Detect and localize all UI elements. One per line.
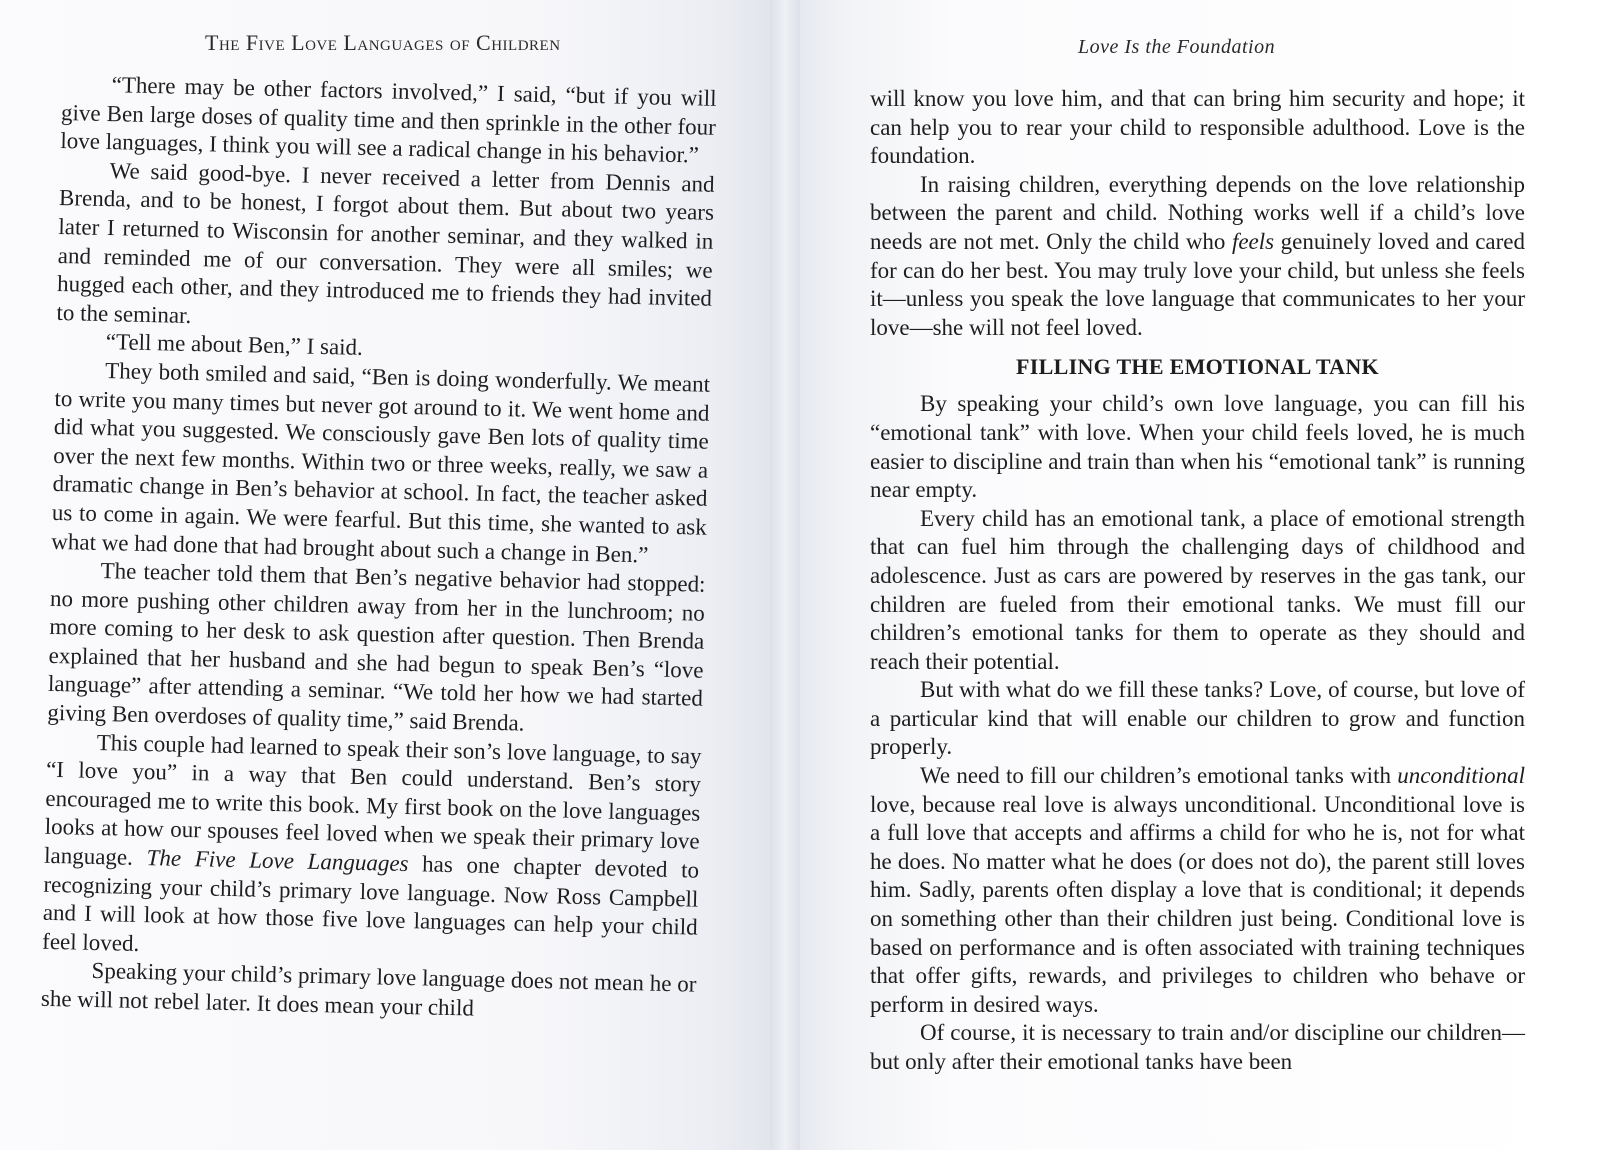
right-running-head: Love Is the Foundation: [1078, 36, 1276, 58]
paragraph: “Tell me about Ben,” I said.: [105, 329, 364, 361]
text-run: This couple had learned to speak their son’s love language, to say “I love you” in a way that Ben could understand. Ben’s story encouraged me to write this book. My first book on the love languages looks at how our spouses feel loved when we speak their primary love language.: [43, 729, 702, 871]
left-running-head: The Five Love Languages of Children: [205, 30, 561, 55]
left-text-block: [41, 70, 717, 1028]
paragraph: [42, 727, 702, 971]
paragraph: Every child has an emotional tank, a place of emotional strength that can fuel him through the challenging days of childhood and adolescence. Just as cars are powered by reserves in the gas tank, our children are fueled from their emotional tanks. We must fill our children’s emotional tanks for them to operate as they should and reach their potential.: [870, 505, 1525, 674]
book-gutter: [770, 0, 800, 1150]
emphasis: feels: [1231, 228, 1275, 254]
left-page: [0, 0, 770, 1150]
emphasis: unconditional: [1397, 763, 1525, 789]
paragraph: will know you love him, and that can bring him security and hope; it can help you to rear your child to responsible adulthood. Love is the foundation.: [870, 86, 1525, 169]
paragraph: “There may be other factors involved,” I said, “but if you will give Ben large doses of quality time and then sprinkle in the other four love languages, I think you will see a radical change in his behavior.”: [60, 72, 717, 168]
paragraph: They both smiled and said, “Ben is doing wonderfully. We meant to write you many times but never got around to it. We went home and did what you suggested. We consciously gave Ben lots of quality time over the next few months. Within two or three weeks, really, we saw a dramatic change in Ben’s behavior at school. In fact, the teacher asked us to come in again. We were fearful. But this time, she wanted to ask what we had done that had brought about such a change in Ben.”: [51, 357, 711, 567]
paragraph: [870, 171, 1525, 343]
scan-margin: [0, 1150, 1600, 1175]
section-heading: FILLING THE EMOTIONAL TANK: [1016, 354, 1379, 380]
text-run: genuinely loved and cared for can do her best. You may truly love your child, but unless she feels it—unless you speak the love language that communicates to her your love—she will not feel loved.: [870, 228, 1525, 340]
paragraph: We said good-bye. I never received a letter from Dennis and Brenda, and to be honest, I forgot about them. But about two years later I returned to Wisconsin for another seminar, and they walked in and reminded me of our conversation. They were all smiles; we hugged each other, and they introduced me to friends they had invited to the seminar.: [56, 157, 715, 328]
book-title: The Five Love Languages: [146, 845, 409, 877]
paragraph: By speaking your child’s own love language, you can fill his “emotional tank” with love. When your child feels loved, he is much easier to discipline and train than when his “emotional tank” is running near empty.: [870, 391, 1525, 503]
paragraph: But with what do we fill these tanks? Love, of course, but love of a particular kind that will enable our children to grow and function properly.: [870, 677, 1525, 760]
right-page: [800, 0, 1570, 1150]
paragraph: Of course, it is necessary to train and/or discipline our children—but only after their emotional tanks have been: [870, 1020, 1525, 1074]
paragraph: The teacher told them that Ben’s negative behavior had stopped: no more pushing other children away from her in the lunchroom; no more coming to her desk to ask question after question. Then Brenda explained that her husband and she had begun to speak Ben’s “love language” after attending a seminar. “We told her how we had started giving Ben overdoses of quality time,” said Brenda.: [47, 558, 706, 736]
paragraph: [870, 762, 1525, 1019]
text-run: love, because real love is always unconditional. Unconditional love is a full love that accepts and affirms a child for who he is, not for what he does. No matter what he does (or does not do), the parent still loves him. Sadly, parents often display a love that is conditional; it depends on something other than their children just being. Conditional love is based on performance and is often associated with training techniques that offer gifts, rewards, and privileges to children who behave or perform in desired ways.: [870, 791, 1525, 1017]
text-run: We need to fill our children’s emotional tanks with: [920, 763, 1398, 789]
paragraph: Speaking your child’s primary love language does not mean he or she will not rebel later. It does mean your child: [40, 958, 697, 1021]
right-text-block: [870, 85, 1525, 1077]
text-run: has one chapter devoted to recognizing your child’s primary love language. Now Ross Campbell and I will look at how those five love languages can help your child feel loved.: [41, 851, 700, 956]
text-run: In raising children, everything depends on the love relationship between the parent and child. Nothing works well if a child’s love needs are not met. Only the child who: [870, 171, 1525, 254]
